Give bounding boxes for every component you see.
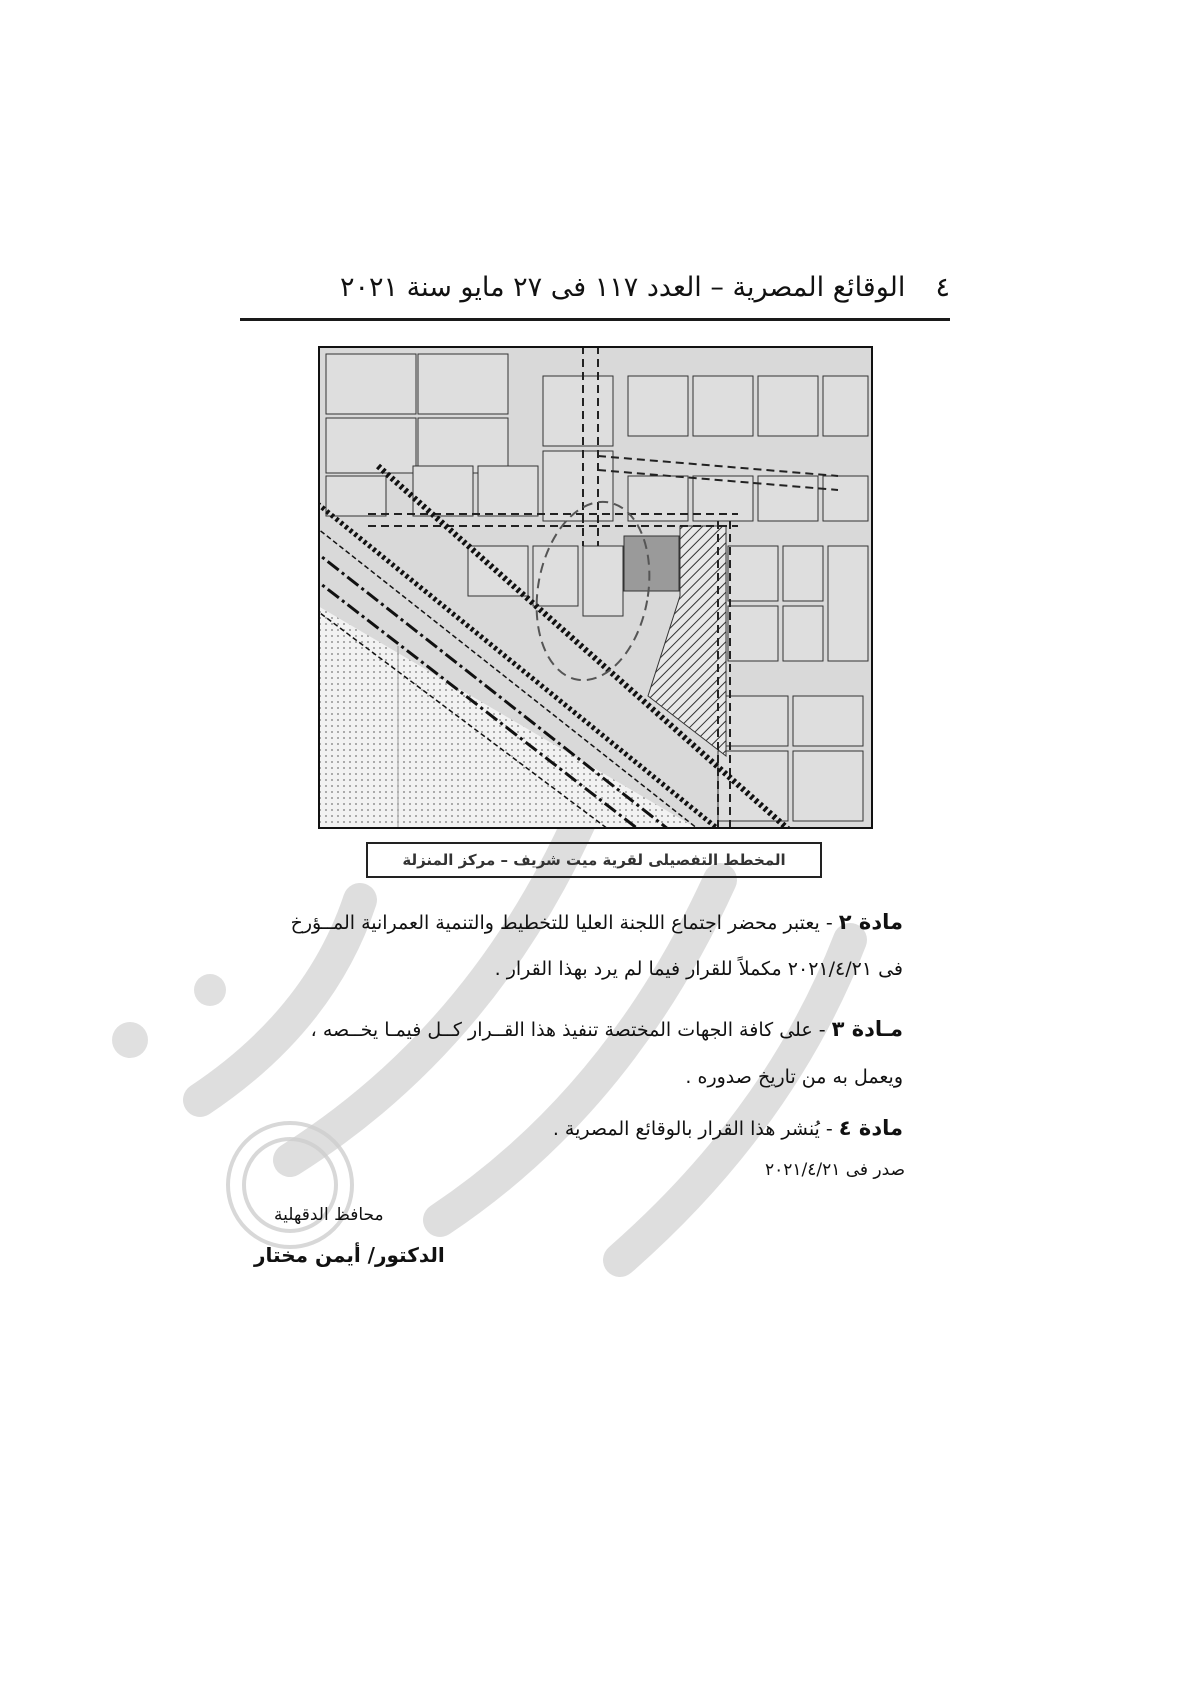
article-3-line-1 bbox=[311, 1007, 903, 1052]
map-caption: المخطط التفصيلى لقرية ميت شريف – مركز المنزلة bbox=[366, 842, 822, 878]
signatory-title: محافظ الدقهلية bbox=[274, 1205, 384, 1225]
article-2-line-1 bbox=[291, 900, 903, 945]
article-4-line-1 bbox=[553, 1106, 903, 1151]
article-2-label: مادة ٢ bbox=[838, 910, 903, 934]
article-2-line-2: فى ٢٠٢١/٤/٢١ مكملاً للقرار فيما لم يرد بهذا القرار . bbox=[494, 958, 903, 980]
article-3-label: مـادة ٣ bbox=[831, 1017, 903, 1041]
page-number: ٤ bbox=[935, 272, 950, 303]
detailed-plan-map bbox=[318, 346, 873, 829]
signatory-name: الدكتور/ أيمن مختار bbox=[254, 1243, 445, 1267]
page-header bbox=[240, 272, 950, 308]
article-4-label: مادة ٤ bbox=[838, 1116, 903, 1140]
header-divider bbox=[240, 318, 950, 321]
issue-date: صدر فى ٢٠٢١/٤/٢١ bbox=[764, 1160, 905, 1180]
article-2-text: - يعتبر محضر اجتماع اللجنة العليا للتخطيط والتنمية العمرانية المــؤرخ bbox=[290, 912, 839, 934]
gazette-title: الوقائع المصرية – العدد ١١٧ فى ٢٧ مايو سنة ٢٠٢١ bbox=[340, 272, 906, 303]
article-4-text: - يُنشر هذا القرار بالوقائع المصرية . bbox=[552, 1118, 839, 1140]
article-3-text: - على كافة الجهات المختصة تنفيذ هذا القــرار كــل فيمـا يخــصه ، bbox=[310, 1019, 832, 1041]
article-3-line-2: ويعمل به من تاريخ صدوره . bbox=[685, 1066, 903, 1088]
